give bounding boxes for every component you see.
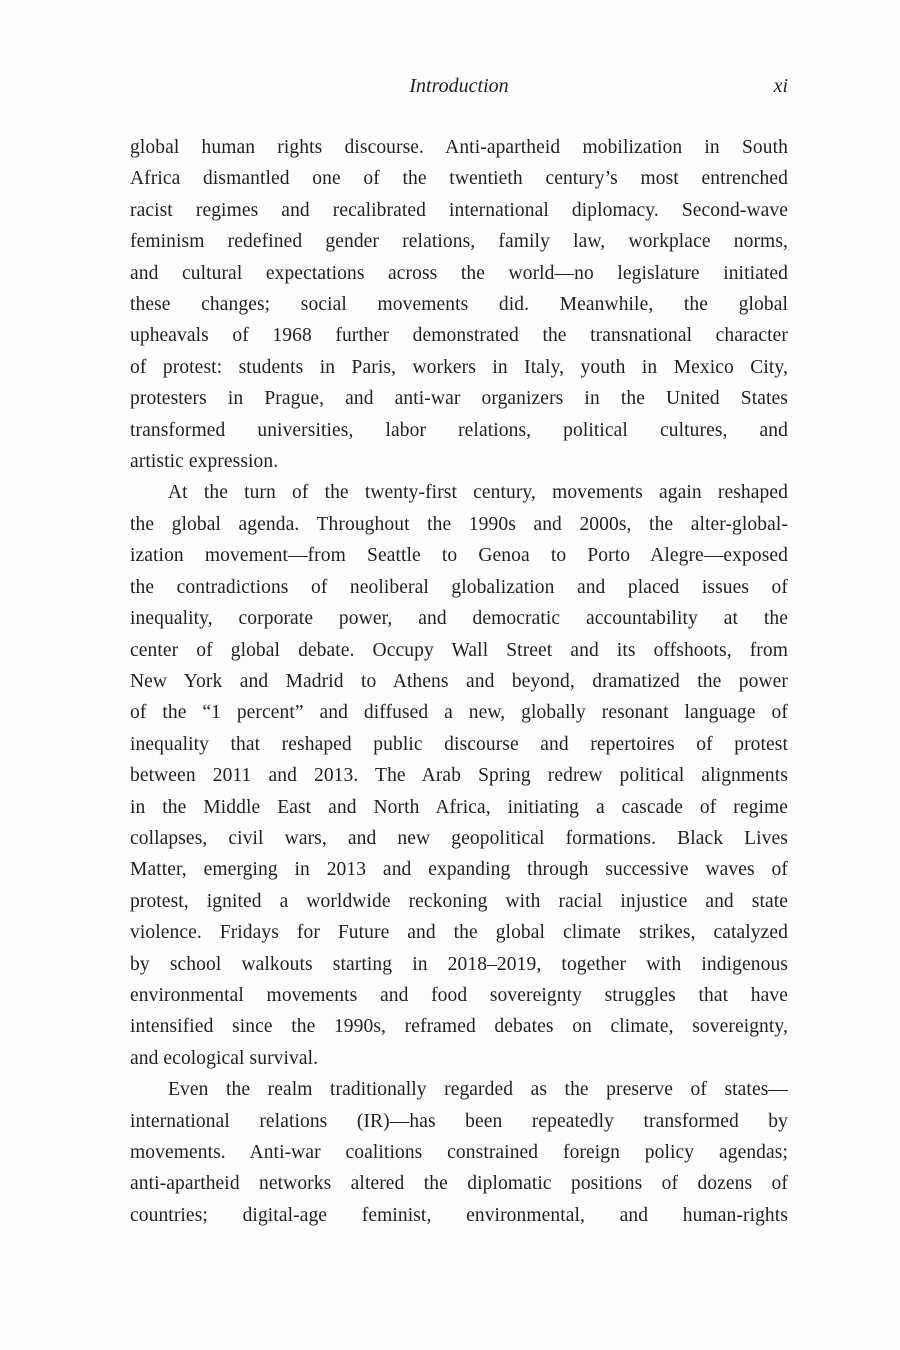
page-body — [130, 132, 788, 1231]
page-number: xi — [773, 75, 788, 97]
text-line: these changes; social movements did. Meanwhile, the global — [130, 294, 788, 316]
text-line: Matter, emerging in 2013 and expanding through successive waves of — [130, 859, 788, 881]
text-line: protesters in Prague, and anti-war organizers in the United States — [130, 388, 788, 410]
text-line: between 2011 and 2013. The Arab Spring redrew political alignments — [130, 765, 788, 787]
text-line: At the turn of the twenty-first century, movements again reshaped — [168, 482, 788, 504]
text-line: and cultural expectations across the world—no legislature initiated — [130, 262, 788, 284]
text-line: of the “1 percent” and diffused a new, globally resonant language of — [130, 702, 788, 724]
running-head-title: Introduction — [409, 75, 509, 97]
text-line: upheavals of 1968 further demonstrated the transnational character — [130, 325, 788, 347]
text-line: intensified since the 1990s, reframed debates on climate, sovereignty, — [130, 1016, 788, 1038]
text-line: in the Middle East and North Africa, initiating a cascade of regime — [130, 796, 788, 818]
text-line: collapses, civil wars, and new geopolitical formations. Black Lives — [130, 827, 788, 849]
text-line: the contradictions of neoliberal globalization and placed issues of — [130, 576, 788, 598]
text-line: inequality that reshaped public discourse and repertoires of protest — [130, 733, 788, 755]
text-line: anti-apartheid networks altered the diplomatic positions of dozens of — [130, 1173, 788, 1195]
text-line: ization movement—from Seattle to Genoa to Porto Alegre—exposed — [130, 545, 788, 567]
text-line: movements. Anti-war coalitions constrained foreign policy agendas; — [130, 1142, 788, 1163]
text-line: transformed universities, labor relations, political cultures, and — [130, 419, 788, 441]
text-line: protest, ignited a worldwide reckoning with racial injustice and state — [130, 890, 788, 912]
text-line: global human rights discourse. Anti-apartheid mobilization in South — [130, 137, 788, 158]
text-line: artistic expression. — [130, 451, 279, 473]
text-line: inequality, corporate power, and democratic accountability at the — [130, 608, 788, 630]
text-line: Africa dismantled one of the twentieth century’s most entrenched — [130, 168, 788, 190]
text-line: center of global debate. Occupy Wall Street and its offshoots, from — [130, 639, 788, 661]
page-header — [130, 74, 788, 100]
text-line: countries; digital-age feminist, environmental, and human-rights — [130, 1204, 788, 1226]
text-line: by school walkouts starting in 2018–2019, together with indigenous — [130, 953, 788, 975]
text-line: of protest: students in Paris, workers in Italy, youth in Mexico City, — [130, 356, 788, 378]
text-line: international relations (IR)—has been repeatedly transformed by — [130, 1110, 788, 1132]
text-line: Even the realm traditionally regarded as the preserve of states— — [168, 1079, 788, 1101]
text-line: feminism redefined gender relations, family law, workplace norms, — [130, 231, 788, 253]
text-line: violence. Fridays for Future and the global climate strikes, catalyzed — [130, 922, 788, 944]
text-line: and ecological survival. — [130, 1047, 319, 1069]
text-line: racist regimes and recalibrated international diplomacy. Second-wave — [130, 199, 788, 221]
text-line: the global agenda. Throughout the 1990s and 2000s, the alter-global- — [130, 513, 788, 535]
text-line: New York and Madrid to Athens and beyond, dramatized the power — [130, 670, 788, 692]
text-line: environmental movements and food sovereignty struggles that have — [130, 984, 788, 1006]
